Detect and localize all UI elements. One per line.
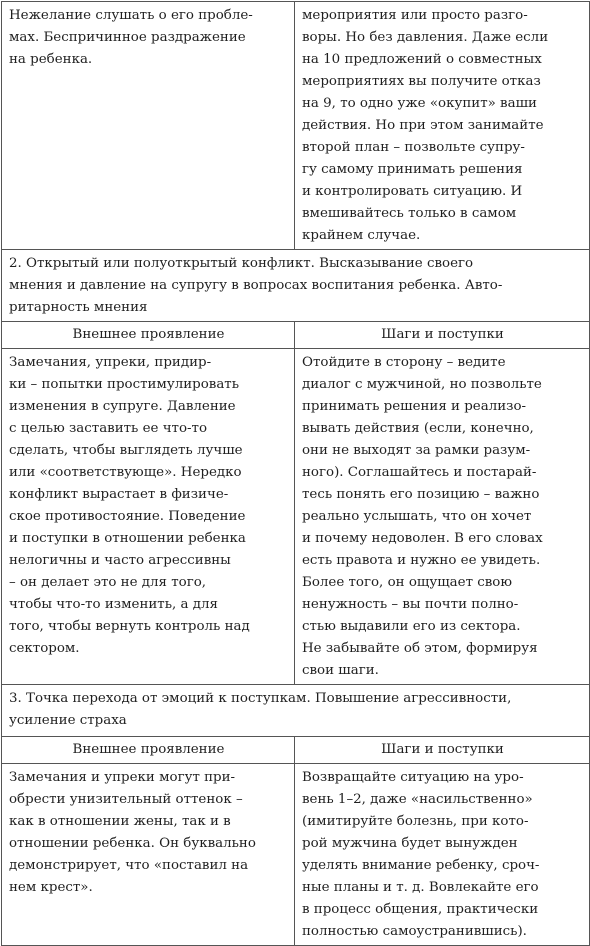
- table-cell-manifestation: [2, 349, 295, 685]
- column-header: Шаги и поступки: [295, 322, 590, 349]
- table-cell-continuation-right: [295, 2, 590, 250]
- table-row: [2, 349, 590, 685]
- table-cell-steps: [295, 764, 590, 946]
- table-row: [2, 764, 590, 946]
- column-header: Внешнее проявление: [2, 322, 295, 349]
- stage-title: 3. Точка перехода от эмоций к поступкам. Повышение агрессивности, усиление страха: [9, 691, 512, 728]
- table-row: [2, 685, 590, 737]
- stage-2-heading: [2, 250, 590, 322]
- cell-text: Замечания и упреки могут при- обрести унизительный оттенок – как в отношении жены, так и в отношении ребенка. Он буквально демонстрирует, что «поставил на нем крест».: [9, 770, 256, 895]
- table-cell-manifestation: [2, 764, 295, 946]
- stage-title: 2. Открытый или полуоткрытый конфликт. Высказывание своего мнения и давление на супругу в вопросах воспитания ребенка. Авто- ритарность мнения: [9, 256, 503, 315]
- cell-text: Нежелание слушать о его пробле- мах. Беспричинное раздражение на ребенка.: [9, 8, 253, 67]
- stage-3-heading: [2, 685, 590, 737]
- table-row: [2, 2, 590, 250]
- cell-text: Отойдите в сторону – ведите диалог с мужчиной, но позвольте принимать решения и реализо- вывать действия (если, конечно, они не выходят за рамки разум- ного). Соглашайтесь и постарай- тесь понять его позицию – важно реально услышать, что он хочет и почему недоволен. В его словах есть правота и нужно ее увидеть. Более того, он ощущает свою ненужность – вы почти полно- стью выдавили его из сектора. Не забывайте об этом, формируя свои шаги.: [302, 355, 543, 678]
- table-cell-steps: [295, 349, 590, 685]
- table-cell-continuation-left: [2, 2, 295, 250]
- table-header-row: [2, 737, 590, 764]
- column-header: Шаги и поступки: [295, 737, 590, 764]
- conflict-stages-table: [1, 1, 590, 946]
- cell-text: мероприятия или просто разго- воры. Но без давления. Даже если на 10 предложений о совместных мероприятиях вы получите отказ на 9, то одно уже «окупит» ваши действия. Но при этом занимайте второй план – позвольте супру- гу самому принимать решения и контролировать ситуацию. И вмешивайтесь только в самом крайнем случае.: [302, 8, 549, 243]
- cell-text: Возвращайте ситуацию на уро- вень 1–2, даже «насильственно» (имитируйте болезнь, при кото- рой мужчина будет вынужден уделять внимание ребенку, сроч- ные планы и т. д. Вовлекайте его в процесс общения, практически полностью самоустранившись).: [302, 770, 540, 939]
- table-header-row: [2, 322, 590, 349]
- column-header: Внешнее проявление: [2, 737, 295, 764]
- cell-text: Замечания, упреки, придир- ки – попытки простимулировать изменения в супруге. Давление с целью заставить ее что-то сделать, чтобы выглядеть лучше или «соответствующе». Нередко конфликт вырастает в физиче- ское противостояние. Поведение и поступки в отношении ребенка нелогичны и часто агрессивны – он делает это не для того, чтобы что-то изменить, а для того, чтобы вернуть контроль над сектором.: [9, 355, 250, 656]
- table-row: [2, 250, 590, 322]
